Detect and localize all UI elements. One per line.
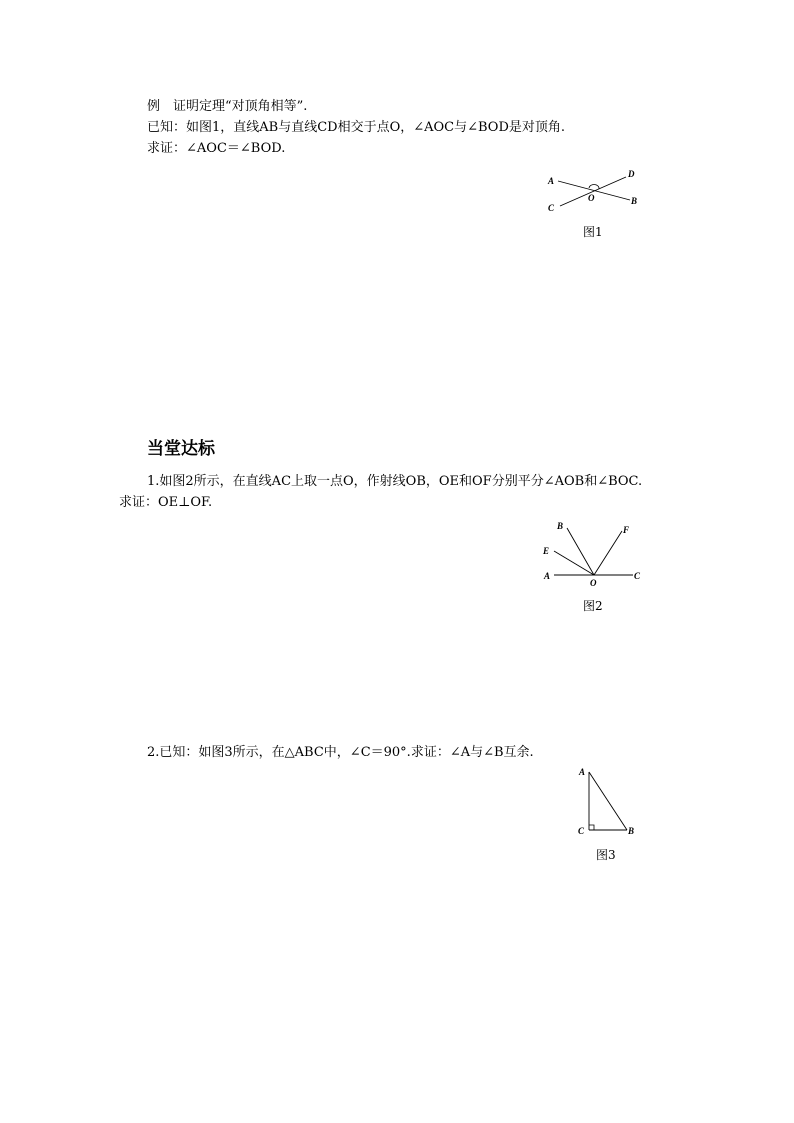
fig1-label-a: A	[548, 176, 555, 186]
q1-line1: 1.如图2所示，在直线AC上取一点O，作射线OB，OE和OF分别平分∠AOB和∠BOC.	[147, 474, 643, 489]
fig2-label-c: C	[634, 571, 641, 581]
fig3-label-c: C	[578, 826, 585, 836]
practice-heading: 当堂达标	[147, 439, 215, 459]
fig2-label-o: O	[590, 578, 597, 588]
q2-line1: 2.已知：如图3所示，在△ABC中，∠C＝90°.求证：∠A与∠B互余.	[147, 745, 534, 760]
fig3-label-b: B	[628, 826, 635, 836]
fig1-label-o: O	[588, 193, 595, 203]
fig3-label-a: A	[579, 767, 586, 777]
q1-line2: 求证：OE⊥OF.	[119, 495, 213, 510]
example-given: 已知：如图1，直线AB与直线CD相交于点O，∠AOC与∠BOD是对顶角.	[147, 120, 566, 135]
fig2-caption: 图2	[583, 599, 603, 613]
fig1-label-d: D	[628, 169, 635, 179]
fig2-label-a: A	[544, 571, 551, 581]
figure-2	[538, 518, 648, 590]
example-prove: 求证：∠AOC＝∠BOD.	[147, 141, 286, 156]
fig2-label-f: F	[623, 525, 630, 535]
fig3-caption: 图3	[596, 848, 616, 862]
fig1-label-b: B	[631, 196, 638, 206]
fig1-label-c: C	[548, 203, 555, 213]
figure-3	[574, 764, 644, 840]
fig2-label-b: B	[557, 521, 564, 531]
fig1-caption: 图1	[583, 225, 603, 239]
fig2-label-e: E	[543, 546, 550, 556]
figure-1	[540, 164, 650, 216]
example-title: 例 证明定理“对顶角相等”.	[147, 99, 308, 114]
